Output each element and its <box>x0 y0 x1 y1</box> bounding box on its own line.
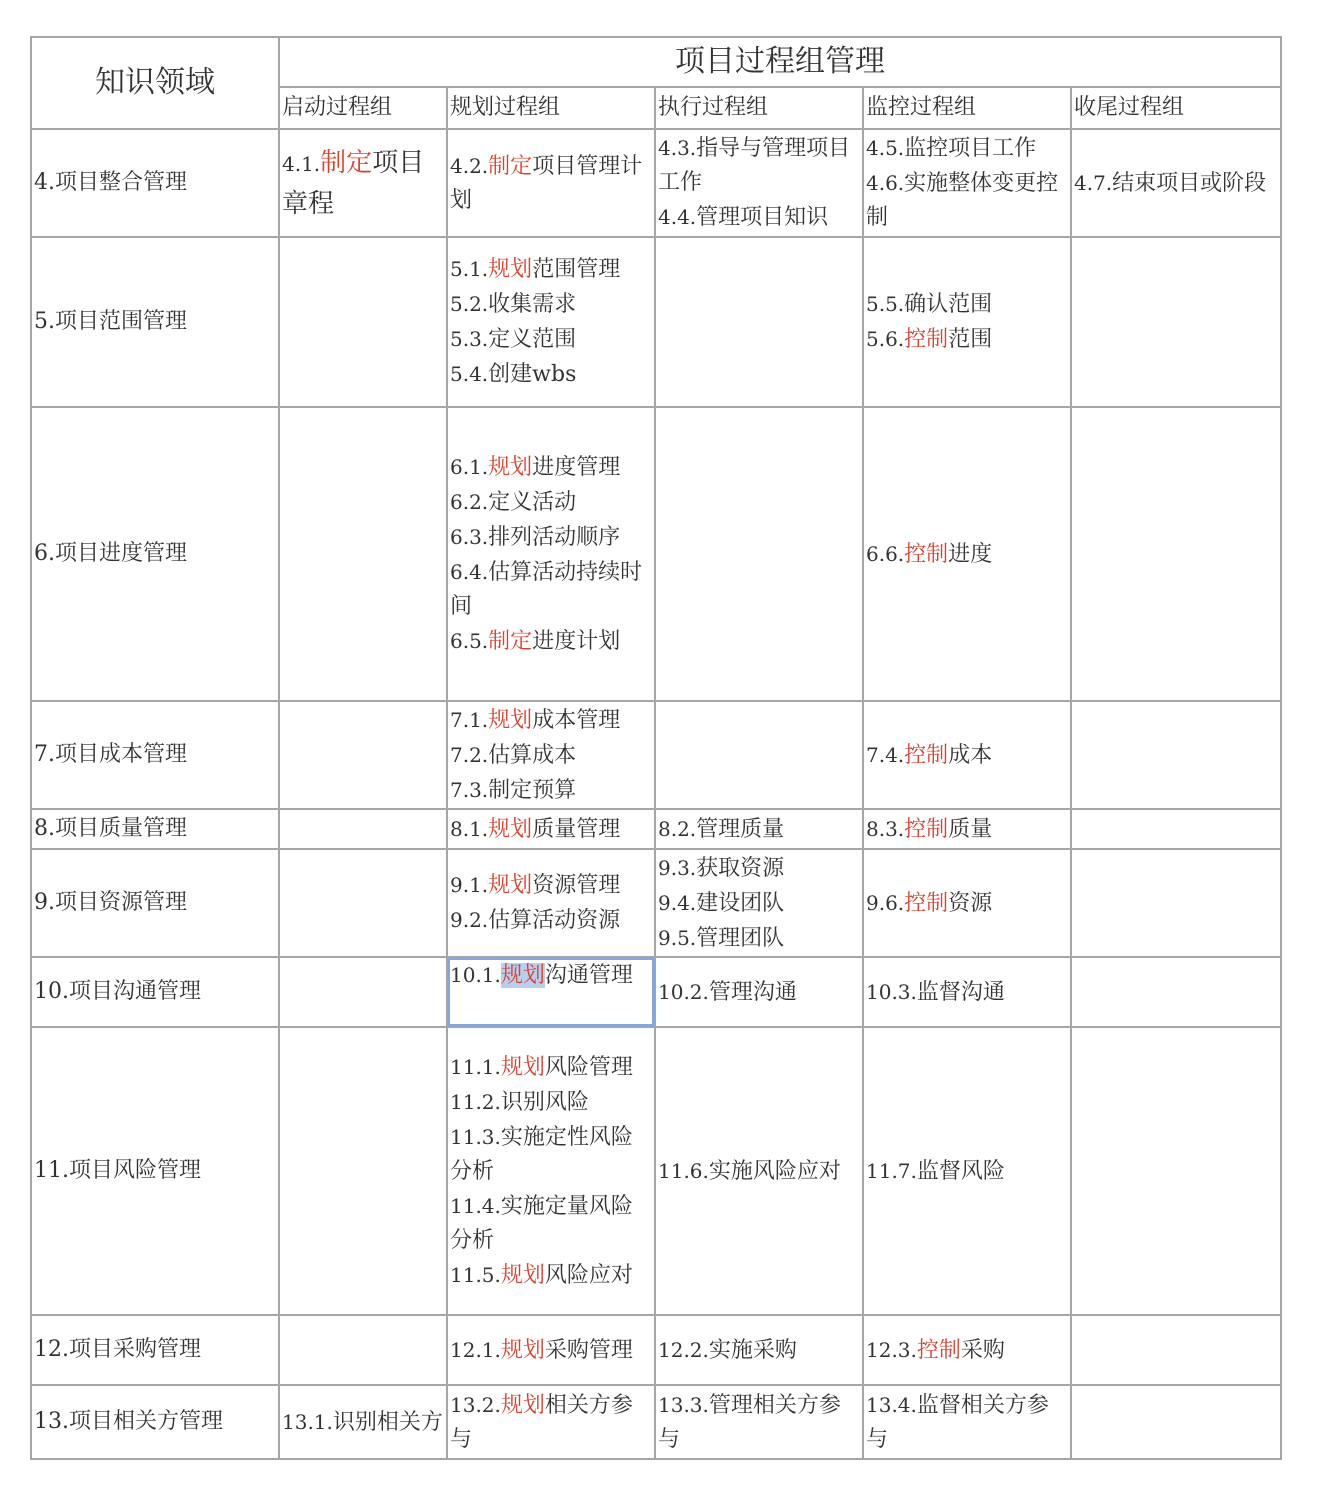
process-item <box>1074 166 1278 201</box>
process-number: 6.3. <box>450 524 489 549</box>
highlighted-verb: 制定 <box>488 628 533 654</box>
process-name: 采购 <box>960 1337 1005 1363</box>
cell-initiating[interactable] <box>279 129 447 237</box>
highlighted-verb: 规划 <box>488 873 533 898</box>
process-number: 4.2. <box>450 153 489 178</box>
process-item <box>866 812 1068 847</box>
table-row <box>31 1027 1281 1315</box>
cell-closing[interactable] <box>1071 129 1281 237</box>
cell-planning[interactable] <box>447 1027 655 1315</box>
cell-initiating[interactable] <box>279 1315 447 1385</box>
process-name: 成本管理 <box>532 707 621 733</box>
group-header-initiating: 启动过程组 <box>279 87 447 129</box>
process-item <box>450 812 652 847</box>
process-number: 11.2. <box>450 1089 501 1114</box>
cell-monitoring[interactable] <box>863 849 1071 957</box>
process-name: 监督风险 <box>916 1158 1005 1184</box>
process-number: 7.3. <box>450 777 489 802</box>
process-name: 建设团队 <box>696 890 785 916</box>
process-item <box>450 555 652 624</box>
process-group-table <box>30 36 1282 1460</box>
process-name: 排列活动顺序 <box>488 524 621 550</box>
process-name: 范围管理 <box>532 257 621 282</box>
knowledge-area-cell[interactable]: 11.项目风险管理 <box>31 1027 279 1315</box>
process-number: 11.7. <box>866 1158 917 1183</box>
process-item <box>450 1189 652 1258</box>
process-number: 13.1. <box>282 1409 333 1434</box>
process-number: 9.1. <box>450 873 489 897</box>
knowledge-area-cell[interactable]: 13.项目相关方管理 <box>31 1385 279 1459</box>
process-item <box>658 886 860 921</box>
process-number: 8.3. <box>866 816 905 841</box>
cell-initiating[interactable] <box>279 237 447 407</box>
process-name: 创建wbs <box>488 362 577 387</box>
process-item <box>450 1085 652 1120</box>
process-number: 10.3. <box>866 979 917 1004</box>
group-header-planning: 规划过程组 <box>447 87 655 129</box>
highlighted-verb: 控制 <box>904 541 949 567</box>
process-name: 实施整体变更控制 <box>866 171 1059 230</box>
process-item <box>658 921 860 956</box>
process-number: 12.3. <box>866 1337 917 1362</box>
process-number: 5.6. <box>866 327 905 351</box>
process-item <box>658 975 860 1010</box>
process-name: 项目章程 <box>282 147 425 219</box>
process-name: 相关方参与 <box>450 1392 633 1452</box>
process-name: 监督沟通 <box>916 979 1005 1005</box>
process-name: 风险应对 <box>544 1262 633 1288</box>
process-item <box>866 131 1068 166</box>
highlighted-verb: 控制 <box>904 816 949 842</box>
process-item <box>450 357 652 392</box>
process-item <box>658 851 860 886</box>
process-item <box>866 975 1068 1010</box>
cell-monitoring[interactable] <box>863 809 1071 849</box>
process-name: 项目管理计划 <box>450 153 643 213</box>
process-item <box>282 1405 444 1440</box>
process-item <box>866 1333 1068 1368</box>
highlighted-verb: 制定 <box>320 147 373 178</box>
process-item <box>450 1120 652 1189</box>
process-name: 确认范围 <box>904 292 993 317</box>
process-name: 管理团队 <box>696 925 785 951</box>
process-item <box>450 520 652 555</box>
highlighted-verb: 制定 <box>488 153 533 179</box>
process-name: 质量 <box>948 816 993 842</box>
cell-initiating[interactable] <box>279 1385 447 1459</box>
process-name: 估算活动资源 <box>488 908 621 933</box>
process-name: 获取资源 <box>696 855 785 881</box>
header-row-1 <box>31 37 1281 87</box>
cell-initiating[interactable] <box>279 407 447 701</box>
process-item <box>658 131 860 200</box>
process-number: 10.1. <box>450 963 501 987</box>
cell-closing[interactable] <box>1071 1385 1281 1459</box>
cell-closing[interactable] <box>1071 407 1281 701</box>
process-item <box>866 1154 1068 1189</box>
cell-initiating[interactable] <box>279 1027 447 1315</box>
process-number: 13.2. <box>450 1392 501 1417</box>
table-row <box>31 849 1281 957</box>
cell-planning[interactable] <box>447 809 655 849</box>
process-item <box>450 149 652 218</box>
process-number: 11.1. <box>450 1054 501 1079</box>
knowledge-area-cell[interactable]: 4.项目整合管理 <box>31 129 279 237</box>
process-number: 10.2. <box>658 979 709 1004</box>
process-name: 定义活动 <box>488 489 577 515</box>
process-name: 指导与管理项目工作 <box>658 136 851 195</box>
process-item <box>866 166 1068 235</box>
cell-executing[interactable] <box>655 1315 863 1385</box>
cell-initiating[interactable] <box>279 957 447 1027</box>
cell-closing[interactable] <box>1071 237 1281 407</box>
process-item <box>450 624 652 659</box>
cell-monitoring[interactable] <box>863 1027 1071 1315</box>
process-item <box>866 886 1068 921</box>
process-item <box>866 537 1068 572</box>
process-item <box>450 773 652 808</box>
process-number: 4.3. <box>658 136 697 160</box>
process-name: 实施采购 <box>708 1337 797 1363</box>
highlighted-verb: 控制 <box>904 742 949 768</box>
knowledge-area-header: 知识领域 <box>31 37 279 129</box>
process-item <box>450 1258 652 1293</box>
process-name: 管理沟通 <box>708 979 797 1005</box>
group-header-closing: 收尾过程组 <box>1071 87 1281 129</box>
process-number: 12.2. <box>658 1337 709 1362</box>
cell-executing[interactable] <box>655 957 863 1027</box>
cell-planning[interactable] <box>447 957 655 1027</box>
process-name: 识别相关方 <box>332 1409 443 1435</box>
highlighted-verb: 规划 <box>488 454 533 480</box>
highlighted-verb: 规划 <box>488 707 533 733</box>
process-number: 5.4. <box>450 362 489 386</box>
process-name: 进度管理 <box>532 454 621 480</box>
process-item <box>450 903 652 938</box>
cell-closing[interactable] <box>1071 1315 1281 1385</box>
cell-monitoring[interactable] <box>863 1315 1071 1385</box>
cell-closing[interactable] <box>1071 809 1281 849</box>
cell-executing[interactable] <box>655 701 863 809</box>
process-name: 估算成本 <box>488 742 577 768</box>
cell-planning[interactable] <box>447 1315 655 1385</box>
cell-monitoring[interactable] <box>863 701 1071 809</box>
cell-executing[interactable] <box>655 1385 863 1459</box>
cell-planning[interactable] <box>447 1385 655 1459</box>
cell-planning[interactable] <box>447 129 655 237</box>
process-number: 5.2. <box>450 292 489 316</box>
process-item <box>658 200 860 235</box>
process-item <box>866 287 1068 322</box>
cell-executing[interactable] <box>655 237 863 407</box>
cell-executing[interactable] <box>655 809 863 849</box>
process-name: 监督相关方参与 <box>866 1392 1049 1452</box>
process-item <box>450 287 652 322</box>
highlighted-verb: 规划 <box>488 257 533 282</box>
process-number: 9.6. <box>866 890 905 915</box>
table-row <box>31 809 1281 849</box>
knowledge-area-cell[interactable]: 6.项目进度管理 <box>31 407 279 701</box>
process-number: 4.4. <box>658 205 697 229</box>
process-name: 资源管理 <box>532 873 621 898</box>
process-number: 4.7. <box>1074 170 1113 195</box>
process-number: 4.1. <box>282 151 321 176</box>
cell-initiating[interactable] <box>279 701 447 809</box>
highlighted-verb: 控制 <box>916 1337 961 1363</box>
process-name: 识别风险 <box>500 1089 589 1115</box>
cell-executing[interactable] <box>655 407 863 701</box>
process-name: 资源 <box>948 890 993 916</box>
process-number: 8.2. <box>658 816 697 841</box>
cell-closing[interactable] <box>1071 1027 1281 1315</box>
process-number: 11.3. <box>450 1124 501 1149</box>
process-name: 管理质量 <box>696 816 785 842</box>
cell-executing[interactable] <box>655 1027 863 1315</box>
process-name: 估算活动持续时间 <box>450 559 643 619</box>
process-name: 结束项目或阶段 <box>1112 170 1267 196</box>
process-name: 收集需求 <box>488 292 577 317</box>
process-item <box>450 450 652 485</box>
highlighted-verb: 控制 <box>904 327 949 352</box>
process-number: 11.6. <box>658 1158 709 1183</box>
highlighted-verb: 规划 <box>500 1054 545 1080</box>
process-number: 7.1. <box>450 707 489 732</box>
cell-monitoring[interactable] <box>863 129 1071 237</box>
process-number: 9.2. <box>450 908 489 932</box>
process-name: 进度计划 <box>532 628 621 654</box>
highlighted-verb: 规划 <box>500 1262 545 1288</box>
process-number: 9.3. <box>658 855 697 880</box>
process-number: 9.5. <box>658 925 697 950</box>
process-name: 风险管理 <box>544 1054 633 1080</box>
process-name: 监控项目工作 <box>904 136 1037 161</box>
process-item <box>658 1388 860 1457</box>
knowledge-area-cell[interactable]: 12.项目采购管理 <box>31 1315 279 1385</box>
process-name: 制定预算 <box>488 777 577 803</box>
process-number: 5.3. <box>450 327 489 351</box>
process-number: 6.1. <box>450 454 489 479</box>
process-name: 实施风险应对 <box>708 1158 841 1184</box>
cell-planning[interactable] <box>447 701 655 809</box>
cell-planning[interactable] <box>447 849 655 957</box>
process-number: 5.1. <box>450 257 489 281</box>
process-item <box>658 1333 860 1368</box>
table-row <box>31 957 1281 1027</box>
process-number: 13.3. <box>658 1392 709 1417</box>
table-row <box>31 129 1281 237</box>
process-number: 11.4. <box>450 1193 501 1218</box>
highlighted-verb: 规划 <box>500 1337 545 1363</box>
process-item <box>866 322 1068 357</box>
cell-closing[interactable] <box>1071 701 1281 809</box>
process-number: 5.5. <box>866 292 905 316</box>
table-row <box>31 237 1281 407</box>
knowledge-area-cell[interactable]: 7.项目成本管理 <box>31 701 279 809</box>
process-item <box>450 703 652 738</box>
cell-executing[interactable] <box>655 129 863 237</box>
highlighted-verb: 规划 <box>500 963 545 988</box>
process-name: 沟通管理 <box>544 963 633 988</box>
table-row <box>31 1385 1281 1459</box>
process-item <box>450 738 652 773</box>
cell-initiating[interactable] <box>279 809 447 849</box>
cell-closing[interactable] <box>1071 957 1281 1027</box>
knowledge-area-cell[interactable]: 10.项目沟通管理 <box>31 957 279 1027</box>
cell-executing[interactable] <box>655 849 863 957</box>
process-number: 7.4. <box>866 742 905 767</box>
process-name: 实施定性风险分析 <box>450 1124 633 1184</box>
table-row <box>31 1315 1281 1385</box>
process-number: 6.4. <box>450 559 489 584</box>
process-item <box>658 1154 860 1189</box>
highlighted-verb: 规划 <box>500 1392 545 1418</box>
process-name: 采购管理 <box>544 1337 633 1363</box>
process-number: 4.6. <box>866 171 905 195</box>
highlighted-verb: 规划 <box>488 816 533 842</box>
process-item <box>450 868 652 903</box>
process-name: 管理项目知识 <box>696 205 829 230</box>
process-item <box>450 485 652 520</box>
process-number: 6.2. <box>450 489 489 514</box>
process-number: 4.5. <box>866 136 905 160</box>
process-number: 7.2. <box>450 742 489 767</box>
process-item <box>450 1050 652 1085</box>
process-number: 6.6. <box>866 541 905 566</box>
cell-closing[interactable] <box>1071 849 1281 957</box>
cell-monitoring[interactable] <box>863 1385 1071 1459</box>
process-item <box>450 1333 652 1368</box>
process-name: 实施定量风险分析 <box>450 1193 633 1253</box>
knowledge-area-cell[interactable]: 5.项目范围管理 <box>31 237 279 407</box>
process-number: 6.5. <box>450 628 489 653</box>
process-item <box>866 1388 1068 1457</box>
process-item <box>450 252 652 287</box>
process-group-title: 项目过程组管理 <box>279 37 1281 87</box>
group-header-monitoring: 监控过程组 <box>863 87 1071 129</box>
table-row <box>31 407 1281 701</box>
cell-monitoring[interactable] <box>863 957 1071 1027</box>
process-name: 成本 <box>948 742 993 768</box>
process-item <box>450 1388 652 1457</box>
process-item <box>282 143 444 224</box>
process-number: 9.4. <box>658 890 697 915</box>
process-name: 管理相关方参与 <box>658 1392 841 1452</box>
process-item <box>450 322 652 357</box>
process-name: 进度 <box>948 541 993 567</box>
process-number: 11.5. <box>450 1262 501 1287</box>
cell-planning[interactable] <box>447 237 655 407</box>
process-number: 8.1. <box>450 816 489 841</box>
cell-planning[interactable] <box>447 407 655 701</box>
process-item <box>450 958 652 993</box>
cell-monitoring[interactable] <box>863 237 1071 407</box>
process-name: 范围 <box>948 327 993 352</box>
cell-initiating[interactable] <box>279 849 447 957</box>
group-header-executing: 执行过程组 <box>655 87 863 129</box>
process-item <box>866 738 1068 773</box>
process-number: 12.1. <box>450 1337 501 1362</box>
process-item <box>658 812 860 847</box>
knowledge-area-cell[interactable]: 9.项目资源管理 <box>31 849 279 957</box>
process-name: 质量管理 <box>532 816 621 842</box>
table-row <box>31 701 1281 809</box>
knowledge-area-cell[interactable]: 8.项目质量管理 <box>31 809 279 849</box>
cell-monitoring[interactable] <box>863 407 1071 701</box>
process-name: 定义范围 <box>488 327 577 352</box>
process-number: 13.4. <box>866 1392 917 1417</box>
highlighted-verb: 控制 <box>904 890 949 916</box>
